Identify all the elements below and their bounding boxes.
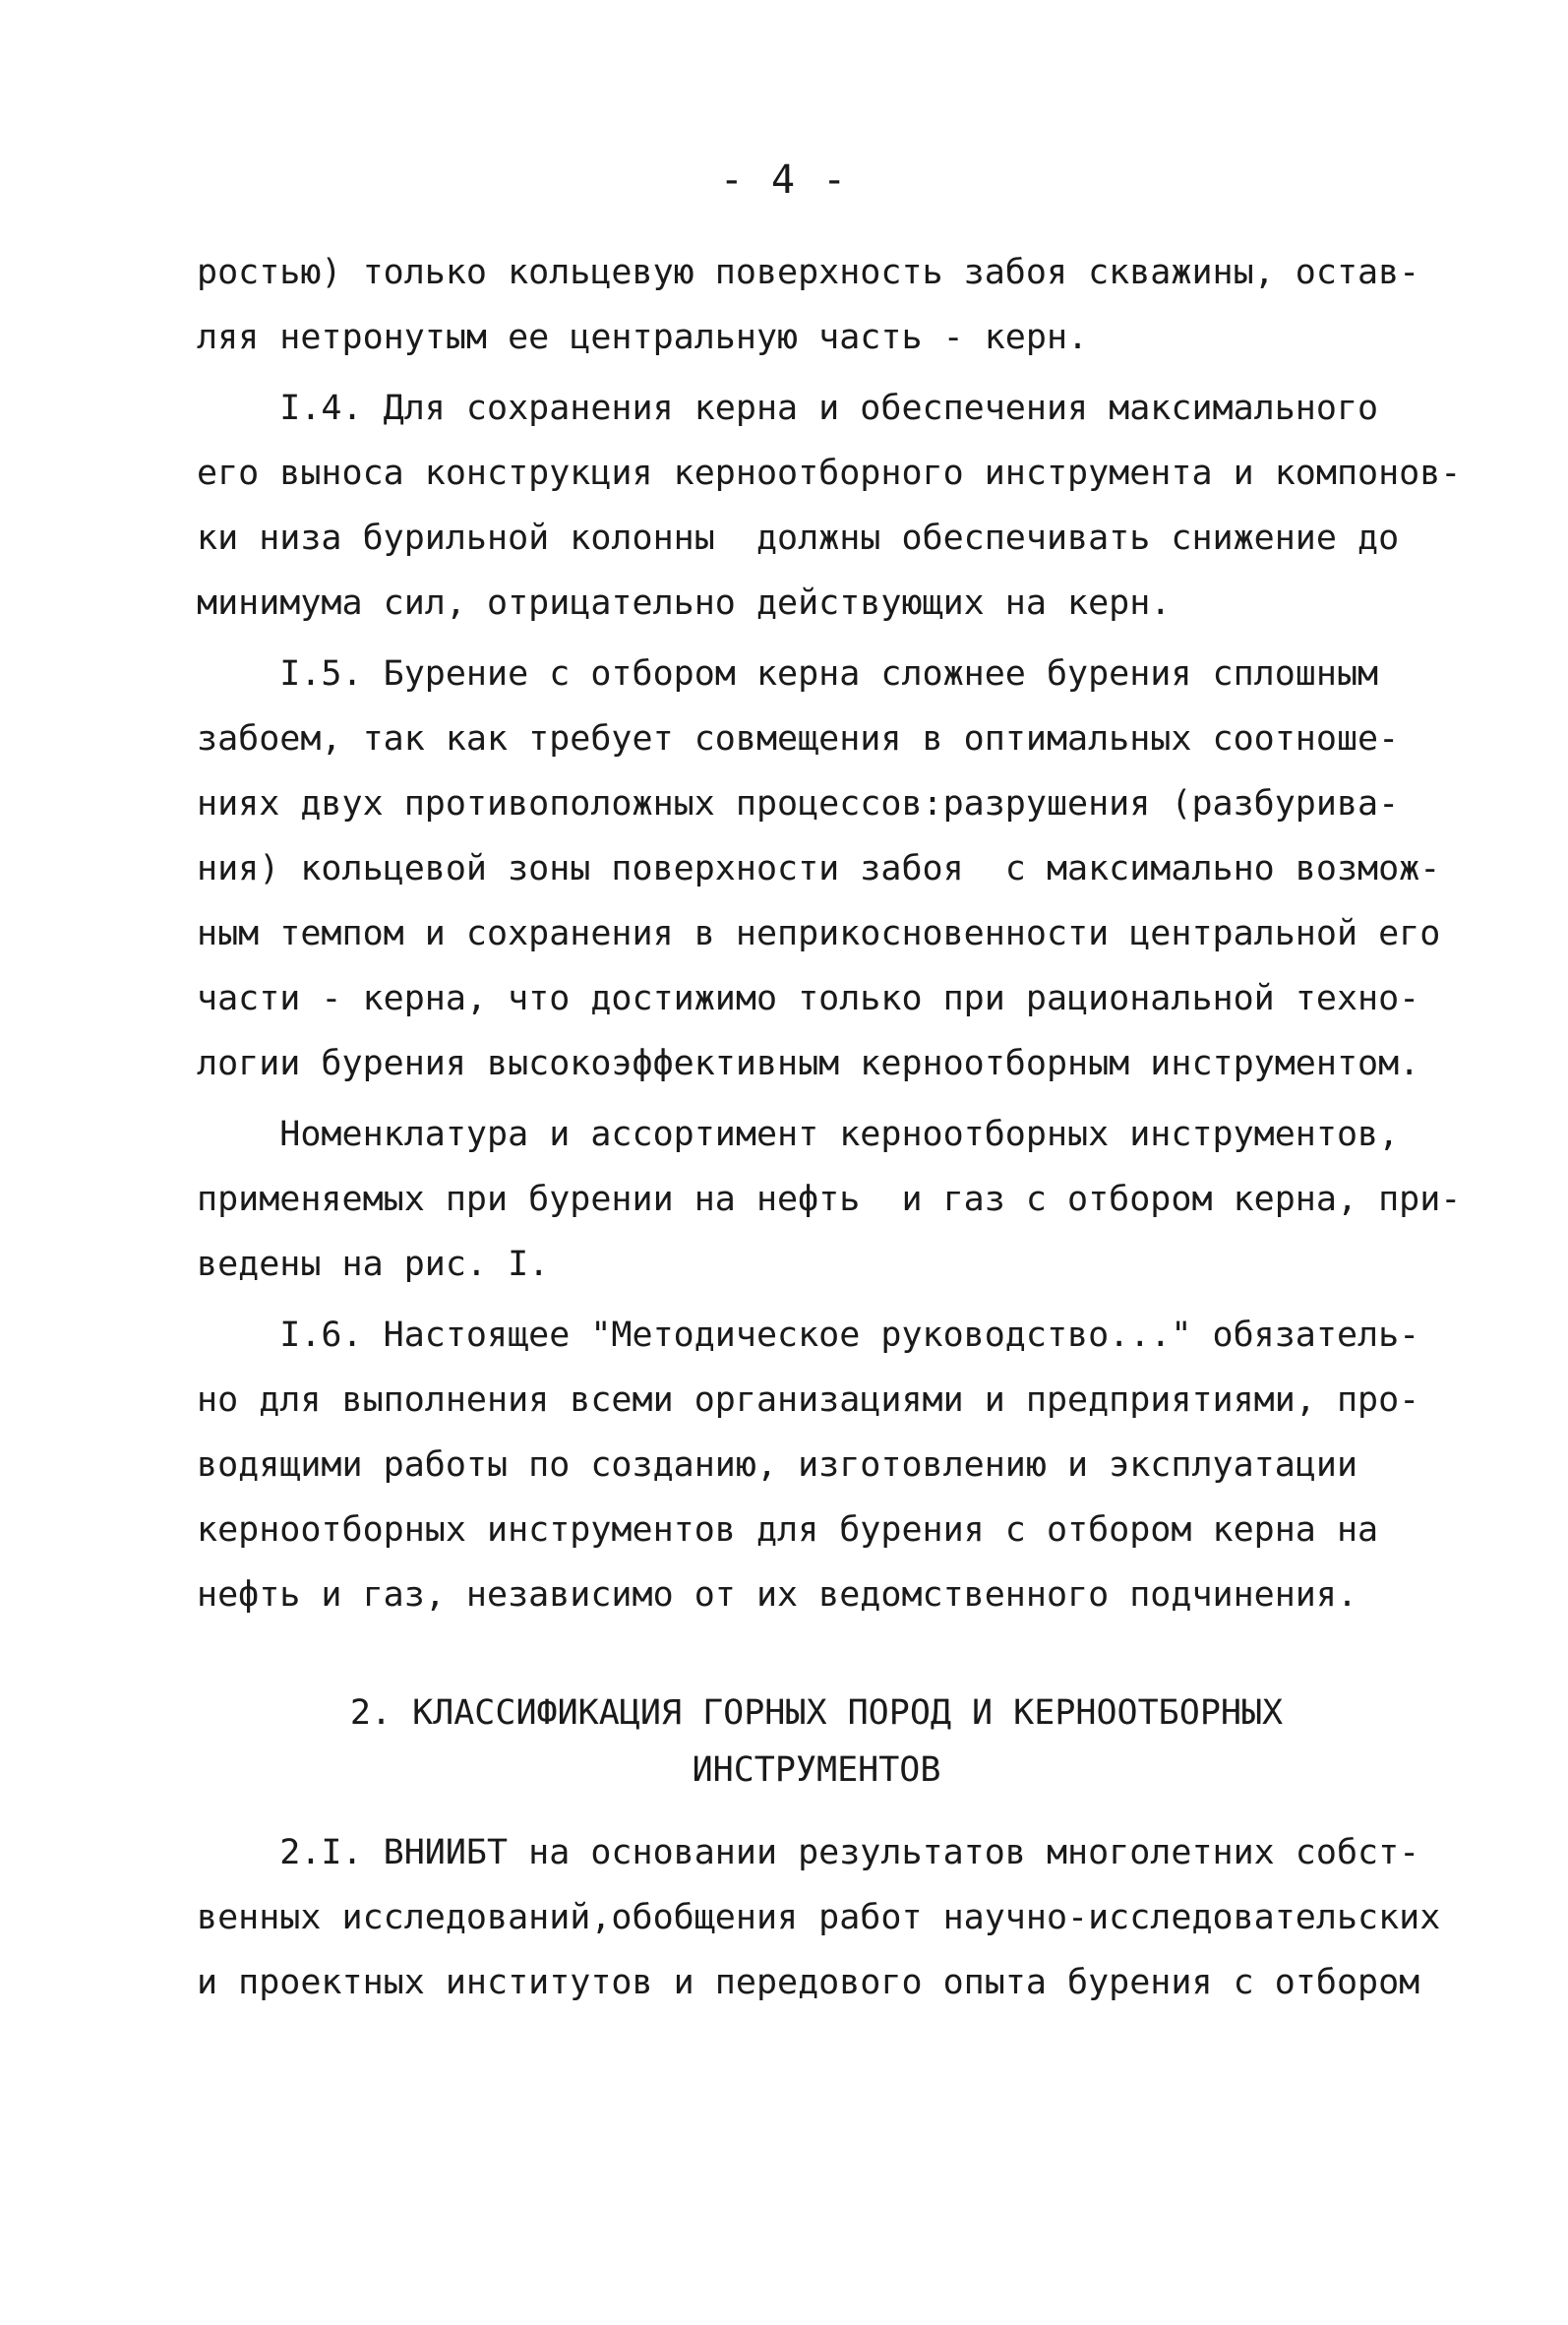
text-line: минимума сил, отрицательно действующих на керн. [197, 583, 1172, 623]
paragraph-1-5 [197, 642, 1441, 1096]
section-heading-line: 2. КЛАССИФИКАЦИЯ ГОРНЫХ ПОРОД И КЕРНООТБОРНЫХ [349, 1693, 1284, 1733]
text-line: его выноса конструкция керноотборного инструмента и компонов- [197, 454, 1462, 493]
text-line: водящими работы по созданию, изготовлению и эксплуатации [197, 1445, 1358, 1485]
text-line: ки низа бурильной колонны должны обеспечивать снижение до [197, 519, 1400, 558]
text-line: I.6. Настоящее "Методическое руководство..." обязатель- [197, 1315, 1420, 1355]
text-line: ростью) только кольцевую поверхность забоя скважины, остав- [197, 253, 1420, 292]
paragraph-1-6 [197, 1303, 1436, 1627]
section-heading-line: ИНСТРУМЕНТОВ [692, 1750, 941, 1790]
paragraph-nomenclature [197, 1102, 1462, 1297]
text-line: ния) кольцевой зоны поверхности забоя с максимально возмож- [197, 849, 1441, 888]
text-line: I.4. Для сохранения керна и обеспечения максимального [197, 389, 1379, 428]
text-line: применяемых при бурении на нефть и газ с отбором керна, при- [197, 1180, 1462, 1219]
text-line: и проектных институтов и передового опыта бурения с отбором [197, 1963, 1420, 2002]
text-line: ниях двух противоположных процессов:разрушения (разбурива- [197, 784, 1400, 824]
page-number: - 4 - [719, 157, 849, 203]
text-line: ведены на рис. I. [197, 1245, 550, 1284]
section-heading [197, 1684, 1436, 1799]
text-line: керноотборных инструментов для бурения с отбором керна на [197, 1510, 1379, 1550]
text-line: ным темпом и сохранения в неприкосновенности центральной его [197, 914, 1441, 953]
paragraph-2-1 [197, 1820, 1441, 2015]
text-line: 2.I. ВНИИБТ на основании результатов многолетних собст- [197, 1833, 1420, 1872]
text-line: забоем, так как требует совмещения в оптимальных соотноше- [197, 719, 1400, 759]
paragraph-1-4 [197, 376, 1462, 636]
text-line: Номенклатура и ассортимент керноотборных инструментов, [197, 1115, 1400, 1154]
text-line: логии бурения высокоэффективным керноотборным инструментом. [197, 1044, 1420, 1083]
text-line: но для выполнения всеми организациями и предприятиями, про- [197, 1380, 1420, 1420]
text-line: нефть и газ, независимо от их ведомственного подчинения. [197, 1575, 1358, 1615]
text-line: венных исследований,обобщения работ научно-исследовательских [197, 1898, 1441, 1937]
body-text-bottom [197, 1820, 1441, 2015]
text-line: части - керна, что достижимо только при рациональной техно- [197, 979, 1420, 1018]
paragraph-intro-continuation [197, 240, 1436, 370]
body-text-top [197, 240, 1462, 1627]
text-line: ляя нетронутым ее центральную часть - керн. [197, 318, 1089, 357]
text-line: I.5. Бурение с отбором керна сложнее бурения сплошным [197, 654, 1379, 694]
